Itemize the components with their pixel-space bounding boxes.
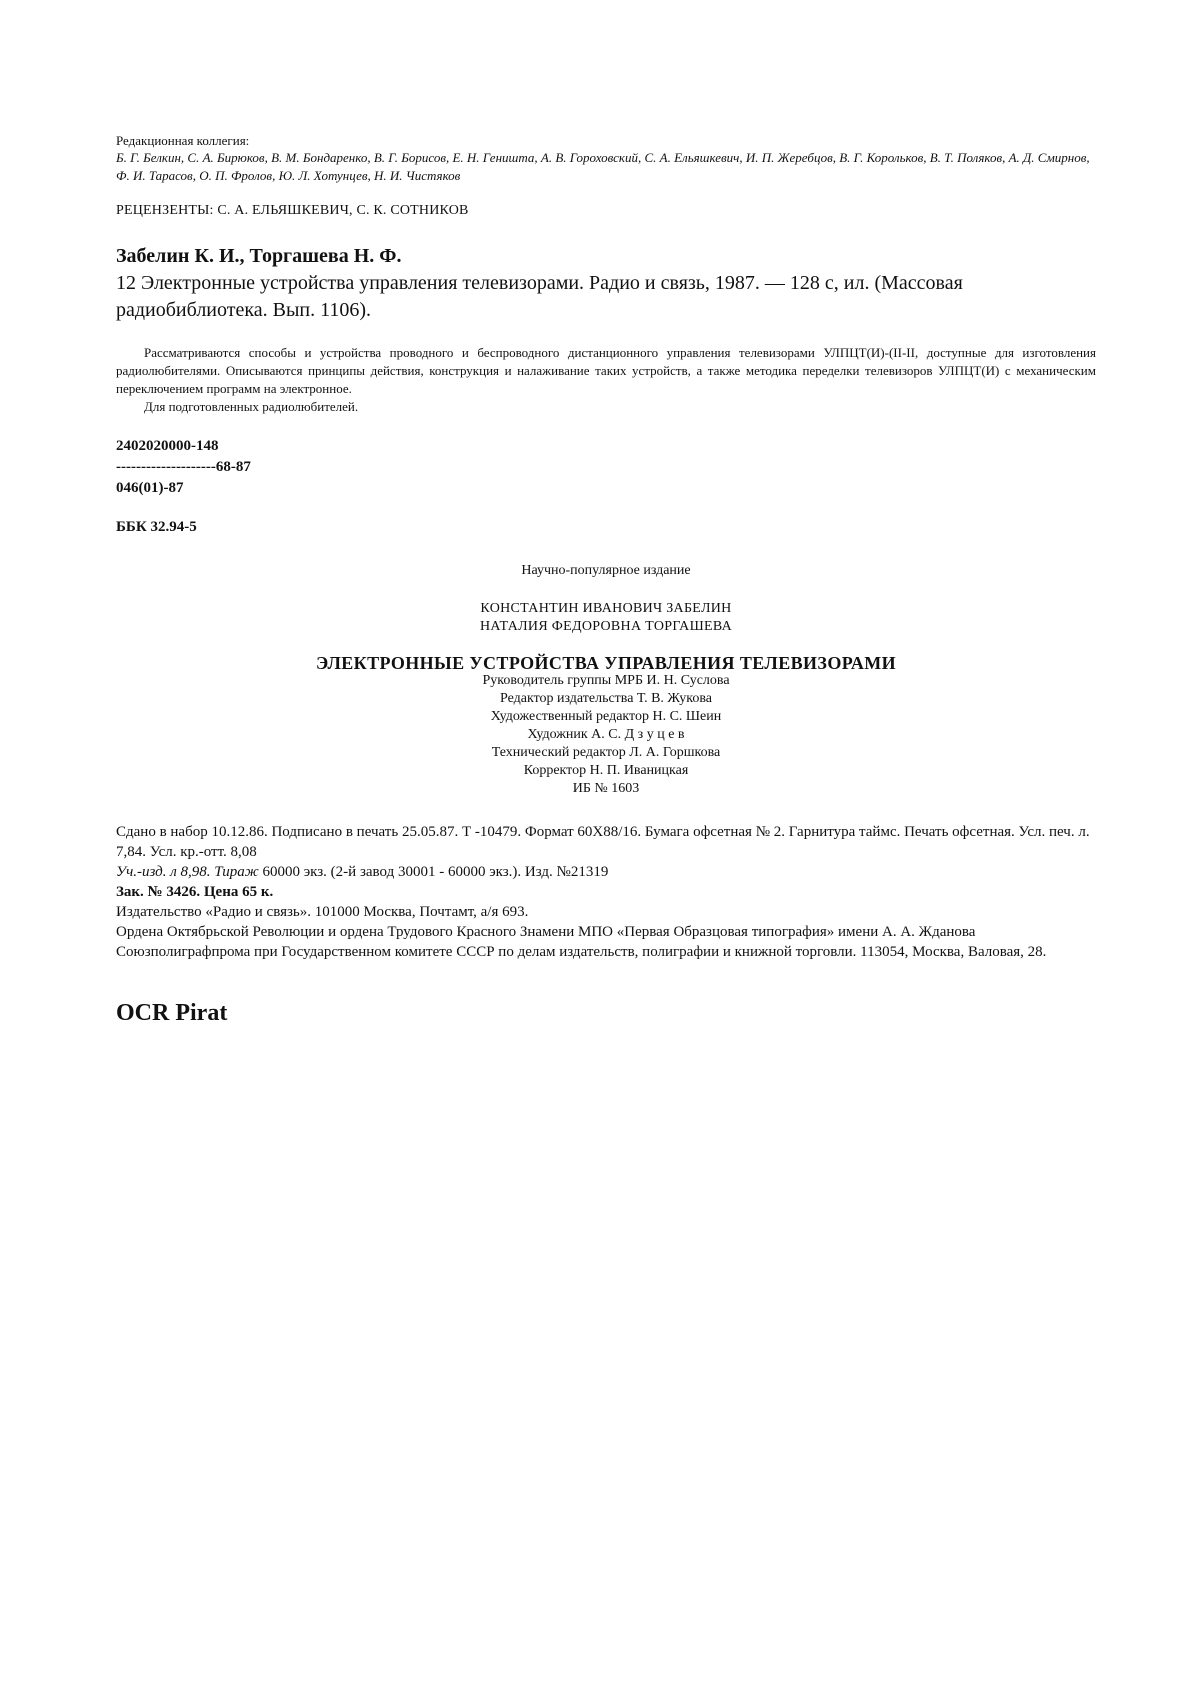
staff-credit-line: Художественный редактор Н. С. Шеин: [490, 709, 722, 724]
catalog-code-line: 046(01)-87: [116, 480, 184, 496]
abstract-paragraph: Рассматриваются способы и устройства проводного и беспроводного дистанционного управления телевизорами УЛПЦТ(И)-(II-II, доступные для изготовления радиолюбителями. Описываются принципы действия, конструкция и налаживание таких устройств, а также методика переделки телевизоров УЛПЦТ(И) с механическим переключением программ на электронное.: [116, 345, 1096, 396]
ocr-credit: OCR Pirat: [116, 1000, 228, 1026]
author-name: НАТАЛИЯ ФЕДОРОВНА ТОРГАШЕВА: [479, 619, 733, 634]
catalog-code-line: 2402020000-148: [116, 438, 219, 454]
staff-credit-line: Корректор Н. П. Иваницкая: [523, 763, 689, 778]
author-name: КОНСТАНТИН ИВАНОВИЧ ЗАБЕЛИН: [480, 601, 732, 616]
colophon-page: [116, 132, 1096, 1027]
reviewers-line: РЕЦЕНЗЕНТЫ: С. А. ЕЛЬЯШКЕВИЧ, С. К. СОТНИКОВ: [116, 203, 469, 218]
imprint-edition-values: 60000 экз. (2-й завод 30001 - 60000 экз.). Изд. №21319: [258, 864, 609, 880]
bbk-code: ББК 32.94-5: [116, 519, 197, 535]
edition-type: Научно-популярное издание: [521, 563, 691, 578]
staff-credit-line: ИБ № 1603: [572, 781, 640, 796]
imprint-print-details: Сдано в набор 10.12.86. Подписано в печать 25.05.87. Т -10479. Формат 60Х88/16. Бумага офсетная № 2. Гарнитура таймс. Печать офсетная. Усл. печ. л. 7,84. Усл. кр.-отт. 8,08: [116, 824, 1090, 860]
imprint-italic-label: Уч.-изд. л 8,98. Тираж: [116, 864, 259, 880]
imprint-publisher: Издательство «Радио и связь». 101000 Москва, Почтамт, а/я 693.: [116, 904, 529, 920]
staff-credit-line: Художник А. С. Д з у ц е в: [527, 727, 685, 742]
bibliographic-description: 12 Электронные устройства управления телевизорами. Радио и связь, 1987. — 128 с, ил. (Массовая радиобиблиотека. Вып. 1106).: [116, 272, 963, 321]
editorial-board-members: Б. Г. Белкин, С. А. Бирюков, В. М. Бондаренко, В. Г. Борисов, Е. Н. Геништа, А. В. Гороховский, С. А. Ельяшкевич, И. П. Жеребцов, В. Г. Корольков, В. Т. Поляков, А. Д. Смирнов, Ф. И. Тарасов, О. П. Фролов, Ю. Л. Хотунцев, Н. И. Чистяков: [116, 150, 1090, 183]
imprint-printer: Ордена Октябрьской Революции и ордена Трудового Красного Знамени МПО «Первая Образцовая типография» имени А. А. Жданова Союзполиграфпрома при Государственном комитете СССР по делам издательств, полиграфии и книжной торговли. 113054, Москва, Валовая, 28.: [116, 924, 1047, 960]
imprint-edition-details: [116, 862, 1096, 882]
staff-credit-line: Технический редактор Л. А. Горшкова: [491, 745, 721, 760]
staff-credit-line: Редактор издательства Т. В. Жукова: [499, 691, 713, 706]
audience-note: Для подготовленных радиолюбителей.: [144, 399, 359, 414]
author-full-names: [116, 600, 1096, 636]
catalog-code-line: --------------------68-87: [116, 459, 251, 475]
staff-credits: [116, 672, 1096, 798]
authors-heading: Забелин К. И., Торгашева Н. Ф.: [116, 245, 402, 267]
book-title: ЭЛЕКТРОННЫЕ УСТРОЙСТВА УПРАВЛЕНИЯ ТЕЛЕВИЗОРАМИ: [315, 653, 897, 673]
staff-credit-line: Руководитель группы МРБ И. Н. Суслова: [482, 673, 730, 688]
imprint-block: [116, 822, 1096, 962]
editorial-board-label: Редакционная коллегия:: [116, 133, 250, 148]
imprint-order-price: Зак. № 3426. Цена 65 к.: [116, 884, 274, 900]
catalog-codes: [116, 436, 1096, 499]
